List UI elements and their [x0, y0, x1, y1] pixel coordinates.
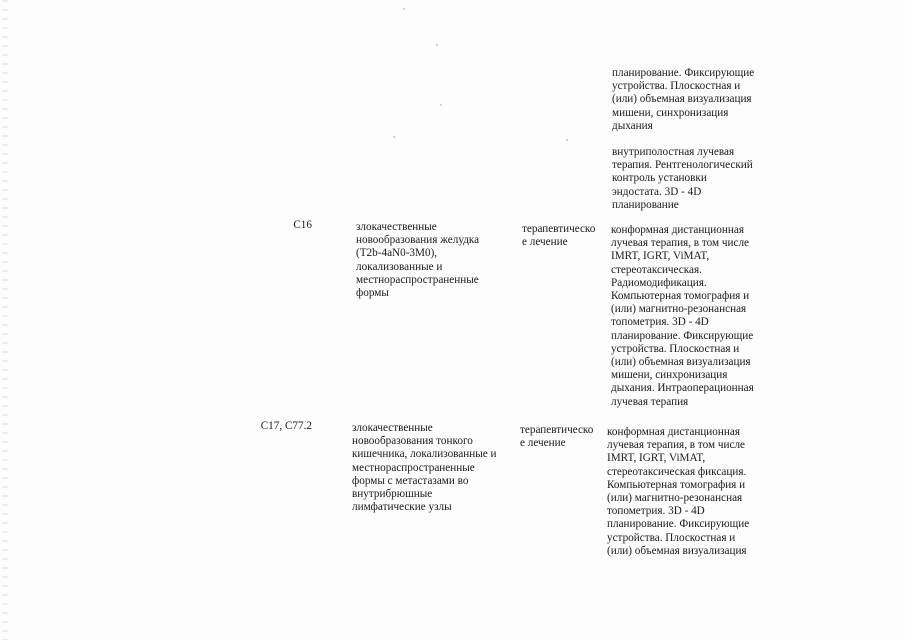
method-text: внутриполостная лучевая терапия. Рентгенологический контроль установки эндостата. 3D - 4D планирование: [612, 146, 753, 211]
continued-method-block-1: [612, 67, 792, 133]
continued-method-block-2: [612, 146, 792, 212]
scan-edge-artifact: [2, 0, 8, 640]
scan-speck: [403, 8, 405, 10]
method-text: конформная дистанционная лучевая терапия, в том числе IMRT, IGRT, ViMAT, стереотаксическая. Радиомодификация. Компьютерная томография и (или) магнитно-резонансная топометрия. 3D - 4D планирование. Фиксирующие устройства. Плоскостная и (или) объемная визуализация мишени, синхронизация дыхания. Интраоперационная лучевая терапия: [611, 224, 754, 408]
row-treatment-c17: [520, 424, 606, 450]
treatment-type: терапевтическо е лечение: [522, 223, 596, 249]
method-text: конформная дистанционная лучевая терапия, в том числе IMRT, IGRT, ViMAT, стереотаксическая фиксация. Компьютерная томография и (или) магнитно-резонансная топометрия. 3D - 4D планирование. Фиксирующие устройства. Плоскостная и (или) объемная визуализация: [607, 426, 750, 557]
row-diagnosis-c16: [356, 221, 516, 300]
scan-speck: [436, 44, 438, 46]
diagnosis-text: злокачественные новообразования желудка (T2b-4aN0-3M0), локализованные и местнораспространенные формы: [356, 221, 480, 300]
scan-speck: [440, 104, 442, 106]
row-treatment-c16: [522, 223, 606, 249]
method-text: планирование. Фиксирующие устройства. Плоскостная и (или) объемная визуализация мишени, синхронизация дыхания: [612, 67, 755, 132]
icd-code: C17, C77.2: [260, 420, 312, 432]
row-diagnosis-c17: [352, 422, 514, 514]
row-code-c16: [262, 219, 312, 232]
diagnosis-text: злокачественные новообразования тонкого кишечника, локализованные и местнораспространенные формы с метастазами во внутрибрюшные лимфатические узлы: [352, 422, 497, 514]
row-code-c17: [250, 420, 312, 433]
scan-speck: [566, 139, 568, 141]
icd-code: C16: [293, 219, 312, 231]
scan-speck: [393, 136, 395, 138]
row-method-c17: [607, 426, 793, 558]
treatment-type: терапевтическо е лечение: [520, 424, 594, 450]
row-method-c16: [611, 224, 793, 409]
